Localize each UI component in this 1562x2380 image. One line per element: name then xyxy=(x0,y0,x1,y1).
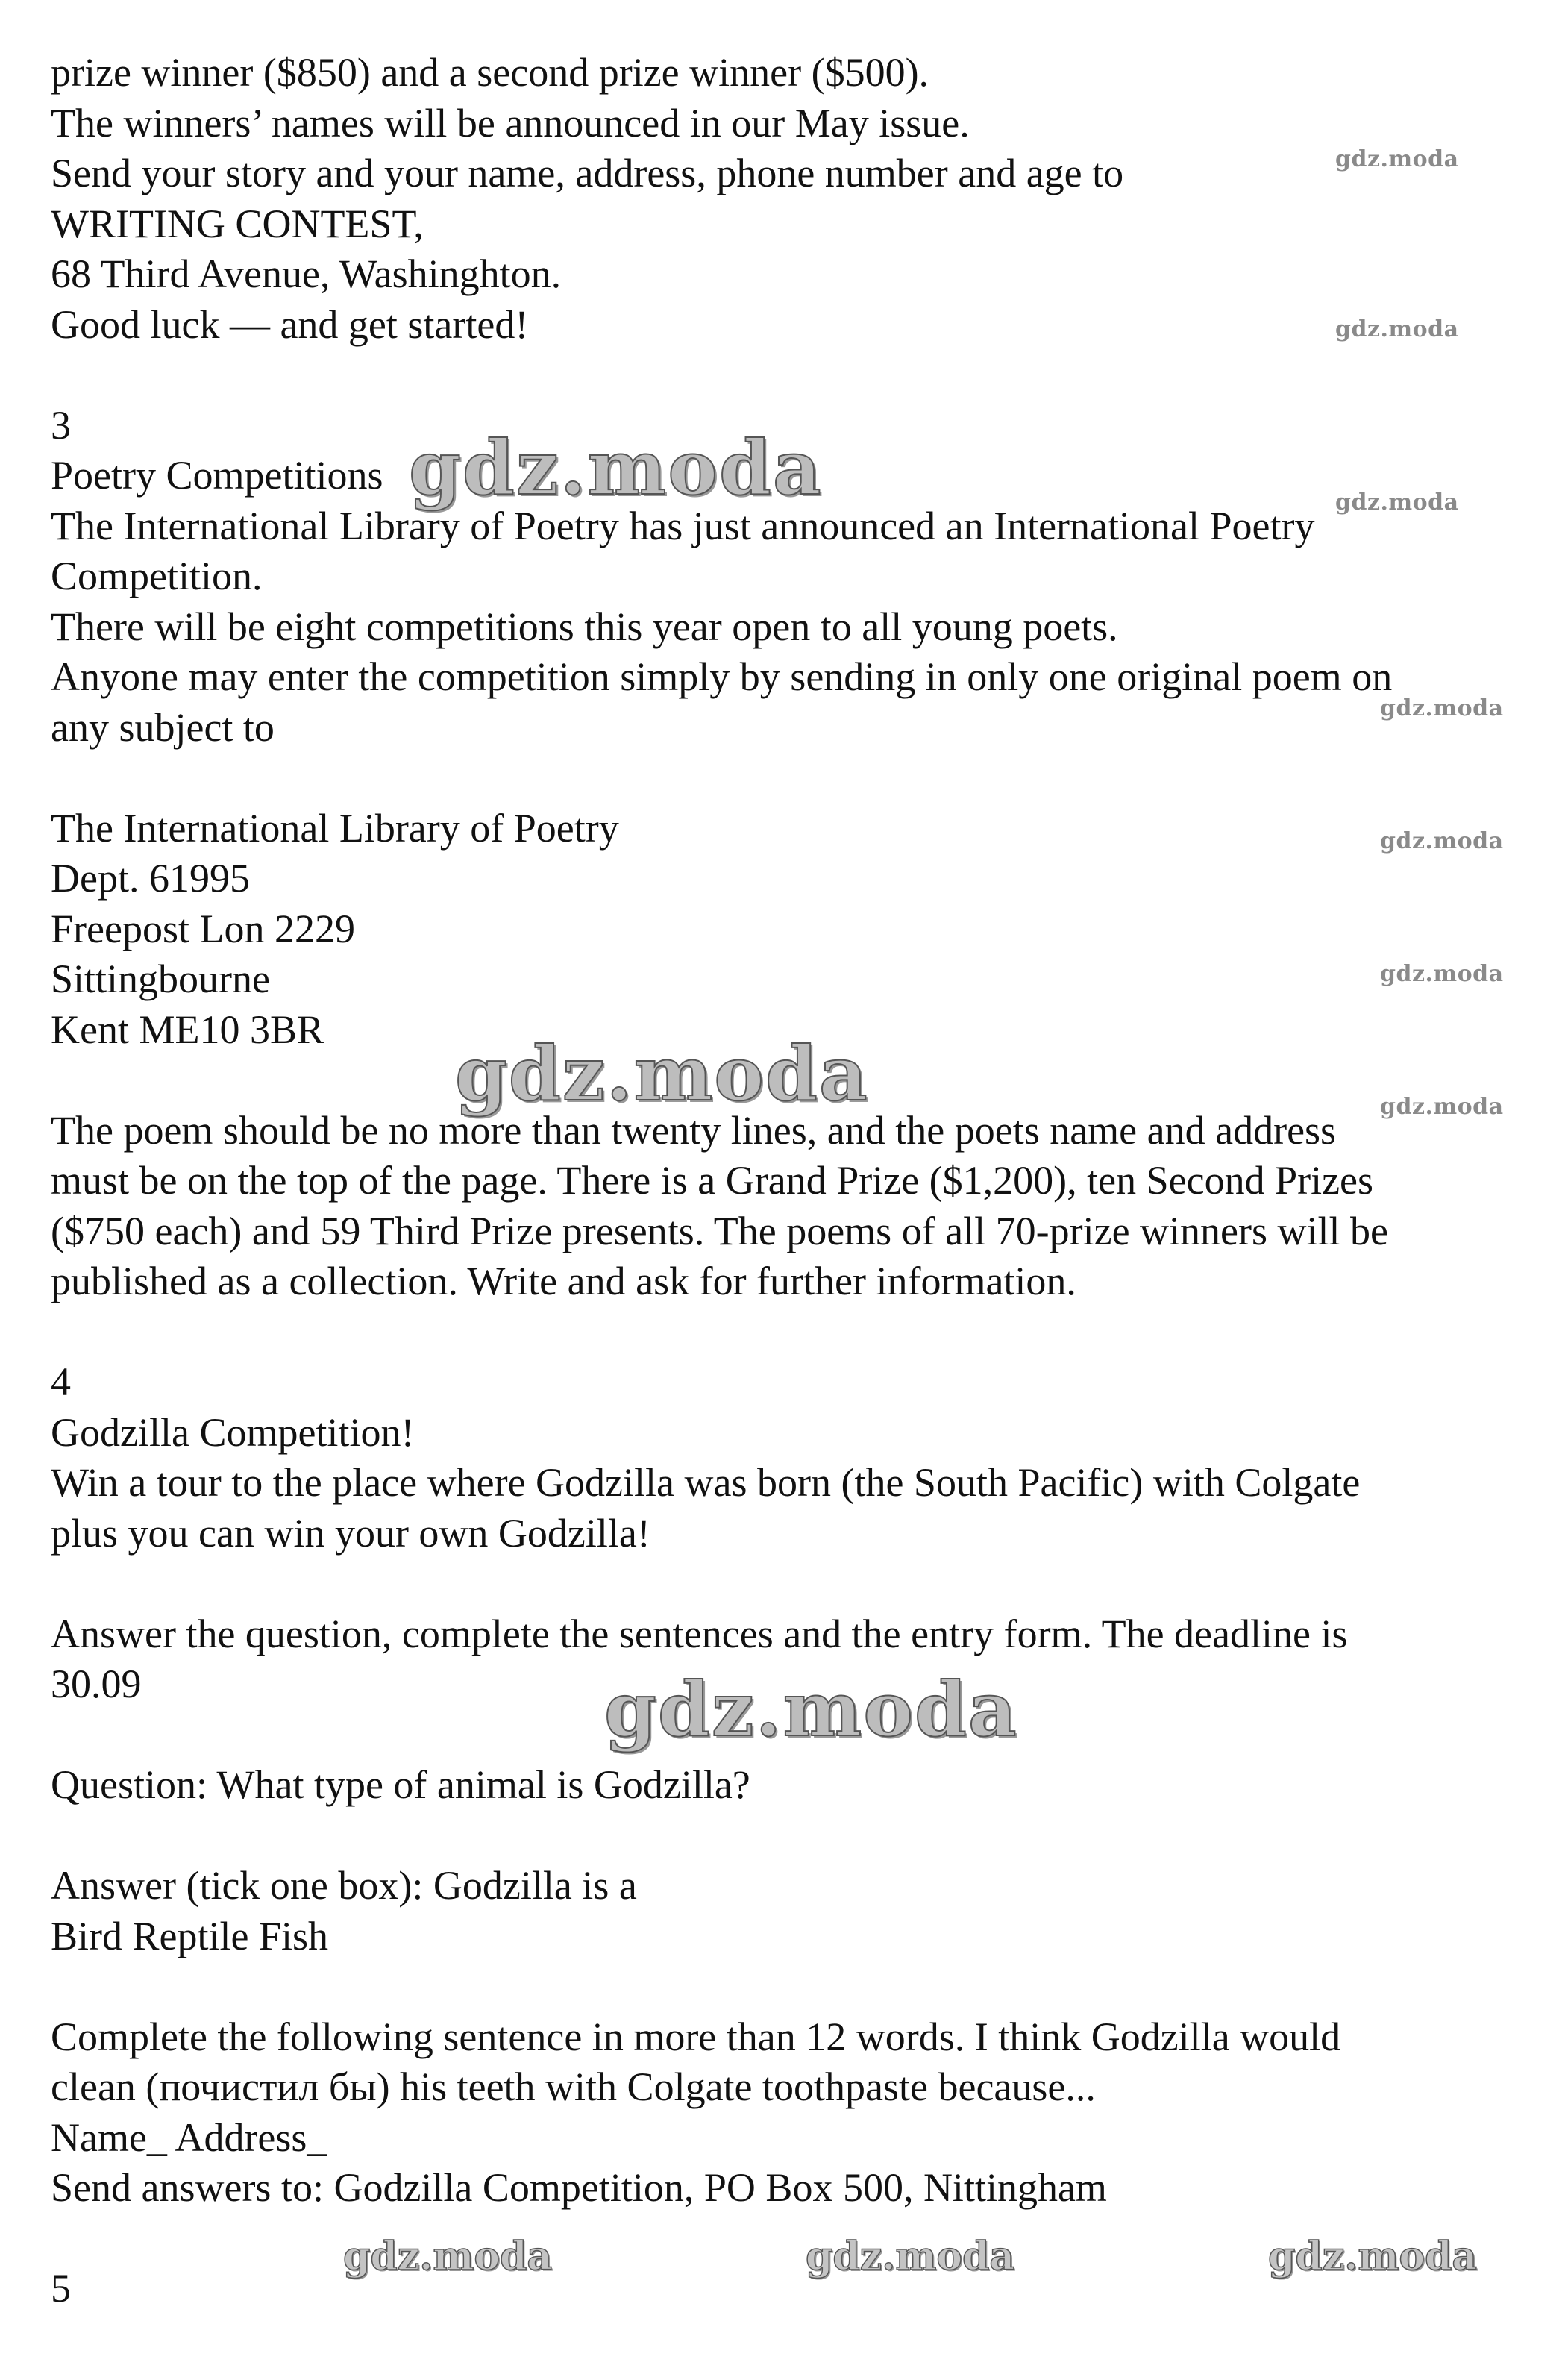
text-line: Complete the following sentence in more than 12 words. I think Godzilla would xyxy=(51,2014,1341,2059)
section-number: 3 xyxy=(51,402,71,448)
blank-line xyxy=(51,1811,1513,1861)
watermark-small: gdz.moda xyxy=(1380,828,1504,854)
text-line: prize winner ($850) and a second prize winner ($500). xyxy=(51,50,929,95)
text-line: WRITING CONTEST, xyxy=(51,201,424,246)
blank-line xyxy=(51,1961,1513,2012)
address-line: The International Library of Poetry xyxy=(51,805,619,851)
text-line: Competition. xyxy=(51,554,263,598)
text-line: Good luck — and get started! xyxy=(51,301,529,347)
text-line: clean (почистил бы) his teeth with Colgate toothpaste because... xyxy=(51,2064,1096,2109)
watermark-small: gdz.moda xyxy=(1380,695,1504,721)
text-line: Win a tour to the place where Godzilla was born (the South Pacific) with Colgate xyxy=(51,1460,1361,1505)
blank-line xyxy=(51,753,1513,804)
address-line: Freepost Lon 2229 xyxy=(51,906,355,951)
watermark-large: gdz.moda xyxy=(604,1665,1018,1753)
watermark-medium: gdz.moda xyxy=(806,2234,1015,2279)
text-line: The winners’ names will be announced in our May issue. xyxy=(51,100,970,145)
watermark-small: gdz.moda xyxy=(1380,1094,1504,1120)
text-line: ($750 each) and 59 Third Prize presents. The poems of all 70-prize winners will be xyxy=(51,1208,1388,1253)
text-line: The poem should be no more than twenty lines, and the poets name and address xyxy=(51,1107,1337,1153)
watermark-small: gdz.moda xyxy=(1380,961,1504,987)
form-fields-line: Name_ Address_ xyxy=(51,2114,327,2160)
watermark-large: gdz.moda xyxy=(455,1030,869,1118)
text-line: Send answers to: Godzilla Competition, PO Box 500, Nittingham xyxy=(51,2165,1107,2210)
watermark-large: gdz.moda xyxy=(409,424,823,512)
blank-line xyxy=(51,1307,1513,1358)
answer-line: Answer (tick one box): Godzilla is a xyxy=(51,1863,637,1908)
text-line: Send your story and your name, address, phone number and age to xyxy=(51,151,1124,195)
address-line: Kent ME10 3BR xyxy=(51,1006,324,1052)
watermark-medium: gdz.moda xyxy=(343,2234,553,2279)
watermark-small: gdz.moda xyxy=(1335,146,1459,172)
section-number: 5 xyxy=(51,2266,71,2311)
document-body xyxy=(51,48,1513,2314)
address-line: Dept. 61995 xyxy=(51,856,250,901)
watermark-small: gdz.moda xyxy=(1335,489,1459,516)
section-number: 4 xyxy=(51,1359,71,1404)
blank-line xyxy=(51,350,1513,401)
question-line: Question: What type of animal is Godzilla? xyxy=(51,1762,750,1807)
address-line: Sittingbourne xyxy=(51,956,270,1001)
watermark-medium: gdz.moda xyxy=(1268,2234,1478,2279)
text-line: plus you can win your own Godzilla! xyxy=(51,1510,650,1556)
answer-options: Bird Reptile Fish xyxy=(51,1913,329,1958)
watermark-small: gdz.moda xyxy=(1335,316,1459,342)
text-line: must be on the top of the page. There is a Grand Prize ($1,200), ten Second Prizes xyxy=(51,1158,1374,1203)
text-line: Anyone may enter the competition simply by sending in only one original poem on xyxy=(51,654,1393,699)
text-line: There will be eight competitions this year open to all young poets. xyxy=(51,604,1118,649)
blank-line xyxy=(51,1559,1513,1609)
section-heading: Poetry Competitions xyxy=(51,453,383,498)
text-line: The International Library of Poetry has just announced an International Poetry xyxy=(51,503,1315,548)
text-line: 68 Third Avenue, Washinghton. xyxy=(51,251,562,296)
text-line: any subject to xyxy=(51,704,275,750)
text-line: 30.09 xyxy=(51,1662,142,1706)
text-line: Answer the question, complete the sentences and the entry form. The deadline is xyxy=(51,1611,1348,1656)
text-line: published as a collection. Write and ask for further information. xyxy=(51,1259,1076,1303)
section-heading: Godzilla Competition! xyxy=(51,1409,415,1455)
